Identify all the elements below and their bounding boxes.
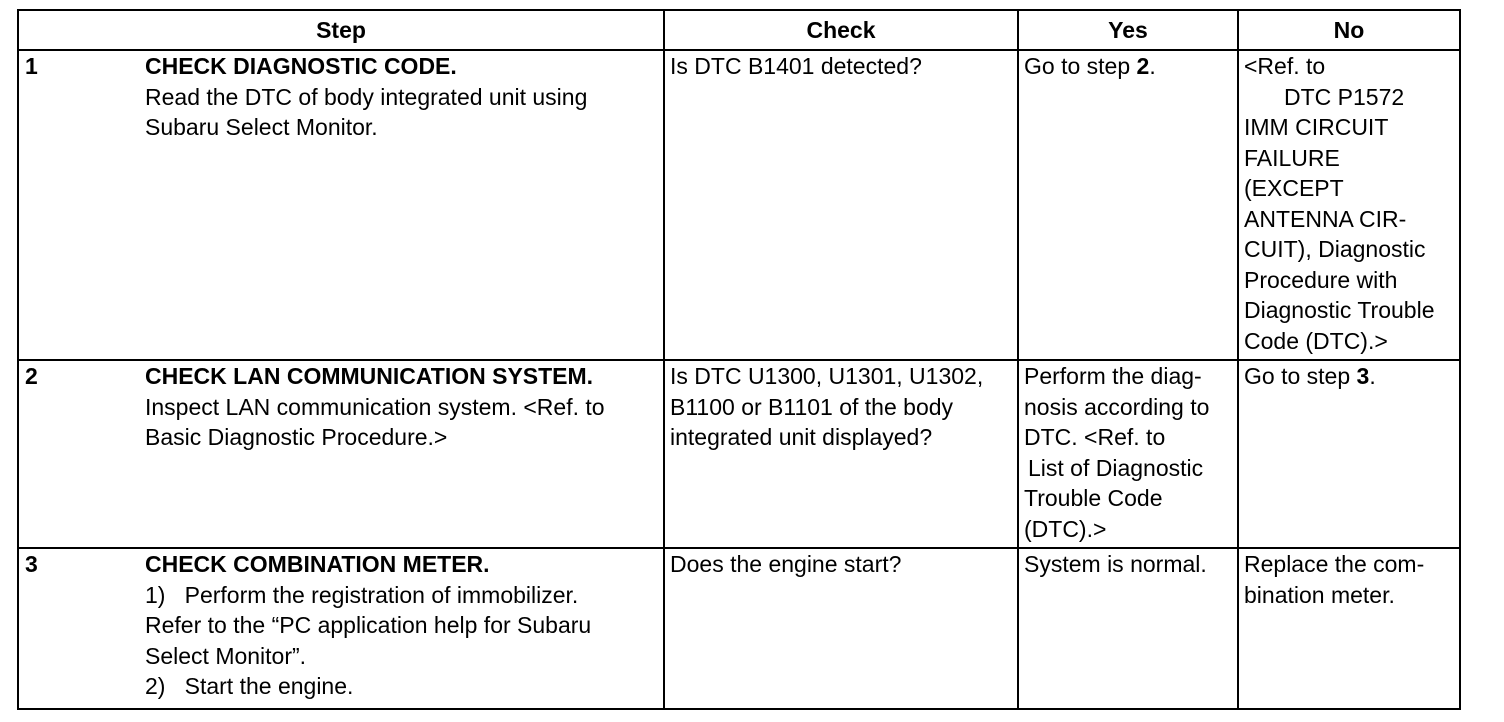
no-text: Code (DTC).> [1244,327,1388,354]
no-prefix: Go to step [1244,363,1357,389]
check-text: B1100 or B1101 of the body [670,393,954,420]
yes-text: Perform the diag- [1024,363,1202,389]
no-text: FAILURE [1244,144,1340,171]
header-yes: Yes [1018,10,1238,50]
yes-text: DTC. <Ref. to [1024,424,1166,450]
step-text: Refer to the “PC application help for Subaru [145,612,592,638]
no-cell [1238,360,1460,548]
header-check: Check [664,10,1018,50]
diagnostic-table [17,9,1461,710]
step-cell [18,50,664,360]
check-text: Does the engine start? [670,551,902,577]
table-row [18,360,1460,548]
step-number: 2 [25,363,38,389]
step-cell [18,360,664,548]
yes-suffix: . [1149,53,1156,79]
step-number: 3 [25,551,38,577]
step-title: CHECK LAN COMMUNICATION SYSTEM. [145,363,594,389]
no-step-number: 3 [1356,363,1370,389]
no-text: Replace the com- [1244,551,1425,577]
no-cell [1238,548,1460,709]
yes-text [1024,51,1233,82]
no-cell [1238,50,1460,360]
yes-cell [1018,548,1238,709]
no-text: Procedure with [1244,266,1398,293]
step-number: 1 [25,53,38,79]
no-text: ANTENNA CIR- [1244,205,1407,232]
no-text: (EXCEPT [1244,175,1344,201]
yes-text: Trouble Code [1024,485,1163,511]
step-text: Subaru Select Monitor. [145,114,378,140]
no-text: DTC P1572 [1284,83,1405,110]
yes-step-number: 2 [1136,53,1150,79]
yes-text: nosis according to [1024,393,1210,420]
yes-cell [1018,50,1238,360]
no-text: <Ref. to [1244,53,1326,79]
step-title: CHECK COMBINATION METER. [145,551,490,577]
yes-text: (DTC).> [1024,515,1107,542]
table-row [18,548,1460,709]
no-text: IMM CIRCUIT [1244,114,1389,140]
header-no: No [1238,10,1460,50]
no-text: Diagnostic Trouble [1244,297,1435,323]
yes-cell [1018,360,1238,548]
no-text: CUIT), Diagnostic [1244,236,1426,262]
yes-text: List of Diagnostic [1028,454,1204,481]
step-text: 2) Start the engine. [145,673,354,699]
check-text: Is DTC B1401 detected? [670,53,922,79]
step-text: Select Monitor”. [145,642,307,669]
step-text: 1) Perform the registration of immobilizer. [145,581,579,608]
step-text: Inspect LAN communication system. <Ref. to [145,393,605,420]
no-suffix: . [1369,363,1376,389]
header-row [18,10,1460,50]
step-text: Basic Diagnostic Procedure.> [145,424,448,450]
check-text: Is DTC U1300, U1301, U1302, [670,363,984,389]
table-row [18,50,1460,360]
check-text: integrated unit displayed? [670,424,933,450]
step-text: Read the DTC of body integrated unit using [145,83,588,110]
no-text: bination meter. [1244,581,1395,608]
step-cell [18,548,664,709]
no-text [1244,361,1455,392]
header-step: Step [18,10,664,50]
check-cell [664,50,1018,360]
yes-text: System is normal. [1024,551,1207,577]
check-cell [664,548,1018,709]
step-title: CHECK DIAGNOSTIC CODE. [145,53,457,79]
yes-prefix: Go to step [1024,53,1137,79]
check-cell [664,360,1018,548]
